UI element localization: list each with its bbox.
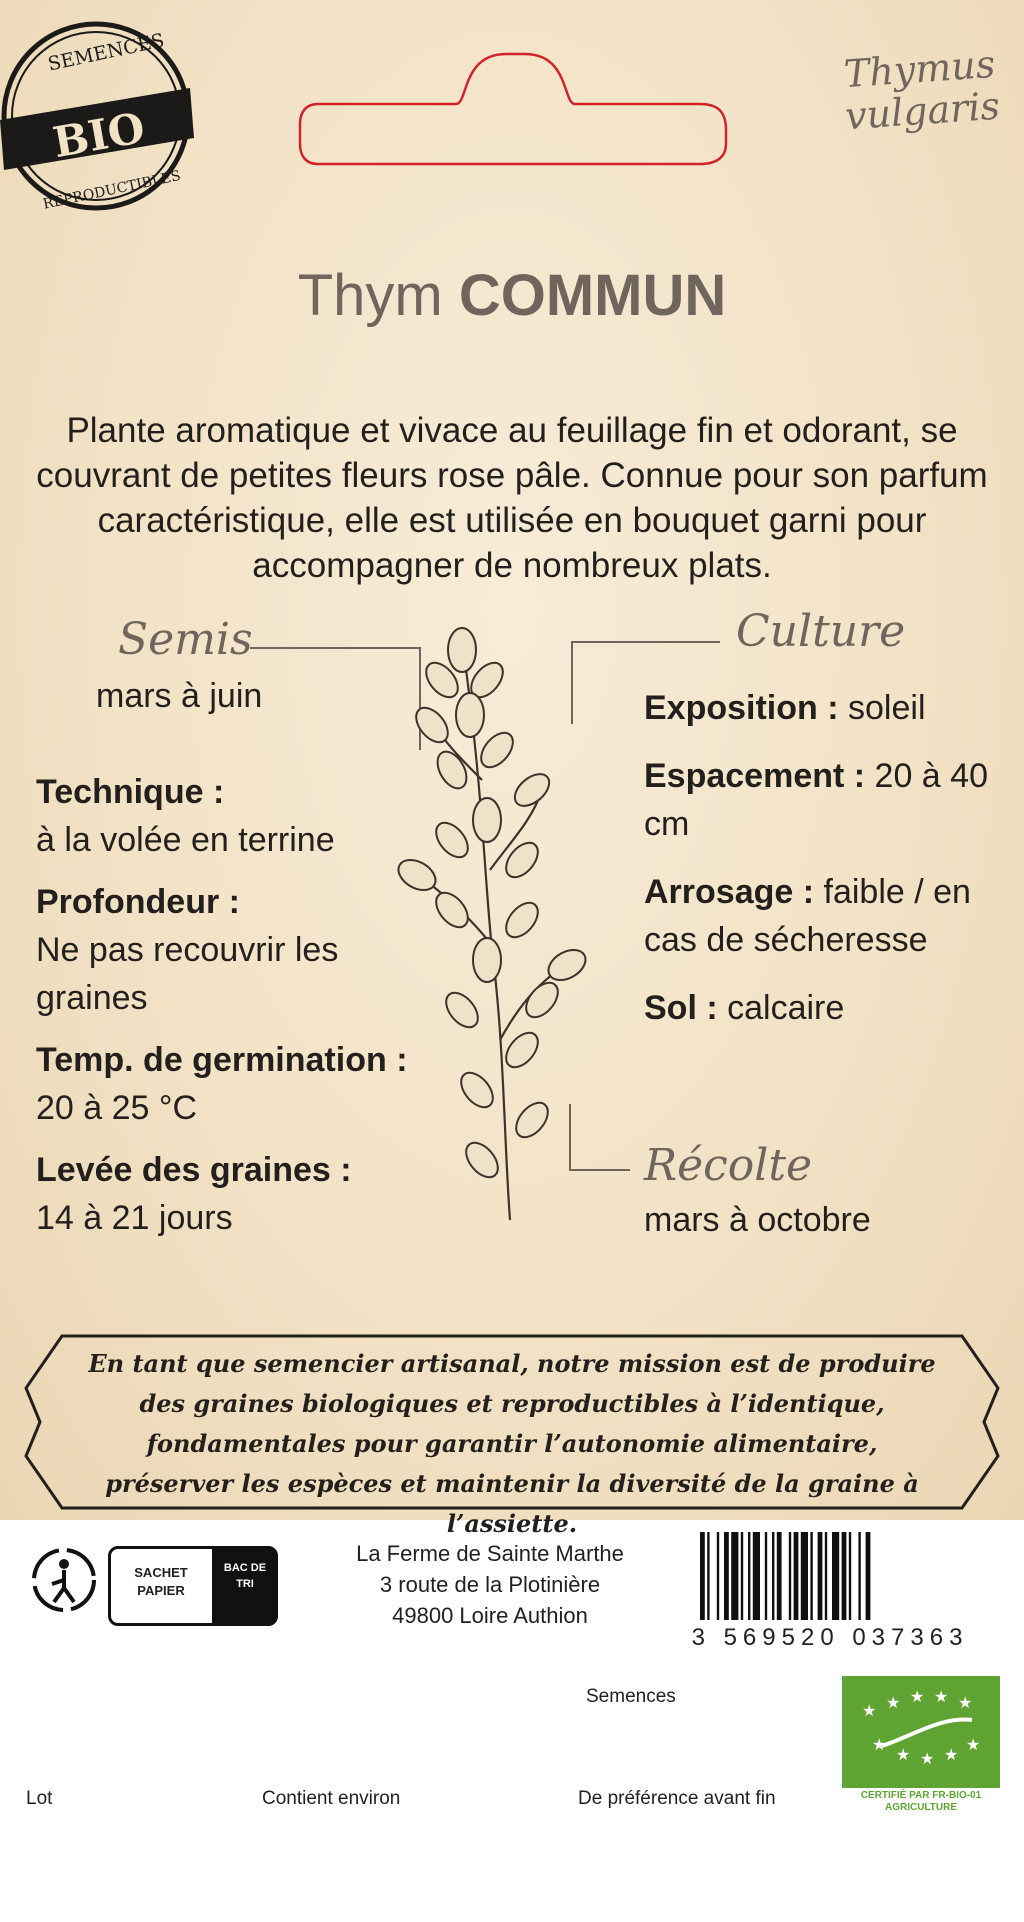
barcode-bar [818, 1532, 823, 1620]
barcode-bar [765, 1532, 767, 1620]
svg-text:★: ★ [886, 1695, 901, 1712]
barcode-bar [777, 1532, 782, 1620]
sol-item [644, 984, 1004, 1032]
svg-text:★: ★ [944, 1747, 959, 1764]
barcode-number: 3 569520 037363 [691, 1624, 969, 1651]
barcode-bar [810, 1532, 812, 1620]
recycle-triman-icon [28, 1544, 100, 1616]
svg-text:★: ★ [934, 1689, 949, 1706]
barcode-bar [724, 1532, 729, 1620]
company-street: 3 route de la Plotinière [379, 1572, 601, 1597]
barcode-bar [731, 1532, 738, 1620]
semis-heading: Semis [118, 614, 253, 665]
technique-item [36, 768, 436, 864]
profondeur-value: Ne pas recouvrir les graines [36, 931, 339, 1017]
semences-label: Semences [586, 1686, 676, 1707]
title-regular: Thym [297, 263, 443, 328]
eu-caption-line2: AGRICULTURE [884, 1802, 958, 1813]
exposition-item [644, 684, 1004, 732]
semis-period: mars à juin [96, 677, 263, 715]
technique-value: à la volée en terrine [36, 821, 335, 859]
culture-heading: Culture [736, 606, 906, 657]
lot-label: Lot [26, 1788, 53, 1809]
barcode-bar [707, 1532, 709, 1620]
levee-item [36, 1146, 436, 1242]
latin-name: Thymus vulgaris [842, 41, 1002, 139]
stamp-top-text: SEMENCES [46, 29, 167, 76]
culture-list [644, 684, 1004, 1032]
svg-text:★: ★ [958, 1695, 973, 1712]
levee-label: Levée des graines : [36, 1151, 352, 1189]
barcode-bar [832, 1532, 839, 1620]
arrosage-label: Arrosage : [644, 873, 815, 911]
stamp-bio-text: BIO [49, 102, 149, 168]
sachet-papier-badge [108, 1546, 280, 1628]
company-address [300, 1538, 680, 1631]
bin-label: BAC DE TRI [223, 1562, 267, 1590]
svg-text:★: ★ [872, 1737, 887, 1754]
svg-text:★: ★ [920, 1751, 935, 1768]
barcode-bar [858, 1532, 860, 1620]
barcode-bar [825, 1532, 827, 1620]
barcode-bar [801, 1532, 808, 1620]
sachet-label: SACHET PAPIER [134, 1565, 188, 1598]
intro-description: Plante aromatique et vivace au feuillage fin et odorant, se couvrant de petites fleurs rose pâle. Connue pour son parfum caractéristique, elle est utilisée en bouquet garni pour accompagner de nombreux plats. [36, 411, 988, 585]
sol-label: Sol : [644, 989, 718, 1027]
barcode-bar [741, 1532, 743, 1620]
barcode-bar [748, 1532, 750, 1620]
levee-value: 14 à 21 jours [36, 1199, 233, 1237]
exposition-value: soleil [848, 689, 926, 727]
recolte-heading: Récolte [644, 1140, 813, 1191]
recolte-period: mars à octobre [644, 1201, 871, 1239]
barcode-bar [789, 1532, 791, 1620]
arrosage-item [644, 868, 1004, 964]
germination-label: Temp. de germination : [36, 1041, 408, 1079]
semis-list [36, 768, 436, 1242]
eu-caption-line1: CERTIFIÉ PAR FR-BIO-01 [860, 1790, 982, 1801]
espacement-label: Espacement : [644, 757, 866, 795]
germination-value: 20 à 25 °C [36, 1089, 198, 1127]
profondeur-label: Profondeur : [36, 883, 240, 921]
exposition-label: Exposition : [644, 689, 839, 727]
barcode-bar [849, 1532, 851, 1620]
technique-label: Technique : [36, 773, 225, 811]
sol-value: calcaire [727, 989, 845, 1027]
profondeur-item [36, 878, 436, 1022]
barcode-bar [717, 1532, 719, 1620]
barcode-bar [753, 1532, 760, 1620]
eu-leaf-icon [842, 1676, 1000, 1788]
bio-seeds-stamp [0, 10, 200, 220]
company-name: La Ferme de Sainte Marthe [356, 1541, 624, 1566]
barcode-bar [772, 1532, 774, 1620]
barcode-bar [842, 1532, 847, 1620]
thyme-sprig-illustration [392, 620, 592, 1240]
svg-text:★: ★ [966, 1737, 981, 1754]
contient-label: Contient environ [262, 1788, 401, 1809]
barcode-bar [866, 1532, 871, 1620]
barcode-bar [700, 1532, 705, 1620]
arrosage-value: faible / en cas de sécheresse [644, 873, 971, 959]
espacement-item [644, 752, 1004, 848]
preference-label: De préférence avant fin [578, 1788, 776, 1809]
espacement-value: 20 à 40 cm [644, 757, 988, 843]
svg-text:★: ★ [896, 1747, 911, 1764]
svg-text:★: ★ [910, 1689, 925, 1706]
germination-item [36, 1036, 436, 1132]
stamp-bottom-text: REPRODUCTIBLES [41, 167, 183, 213]
mission-statement: En tant que semencier artisanal, notre mission est de produire des graines biologiques et reproductibles à l’identique, fondamentales pour garantir l’autonomie alimentaire, préserver les espèces et maintenir la diversité de la graine à l’assiette. [88, 1349, 936, 1538]
svg-text:★: ★ [862, 1703, 877, 1720]
eu-organic-caption [836, 1790, 1006, 1814]
company-city: 49800 Loire Authion [392, 1603, 588, 1628]
title-bold: COMMUN [458, 263, 727, 328]
barcode-bar [794, 1532, 799, 1620]
eu-organic-logo [842, 1676, 1000, 1788]
page-title [0, 262, 1024, 329]
